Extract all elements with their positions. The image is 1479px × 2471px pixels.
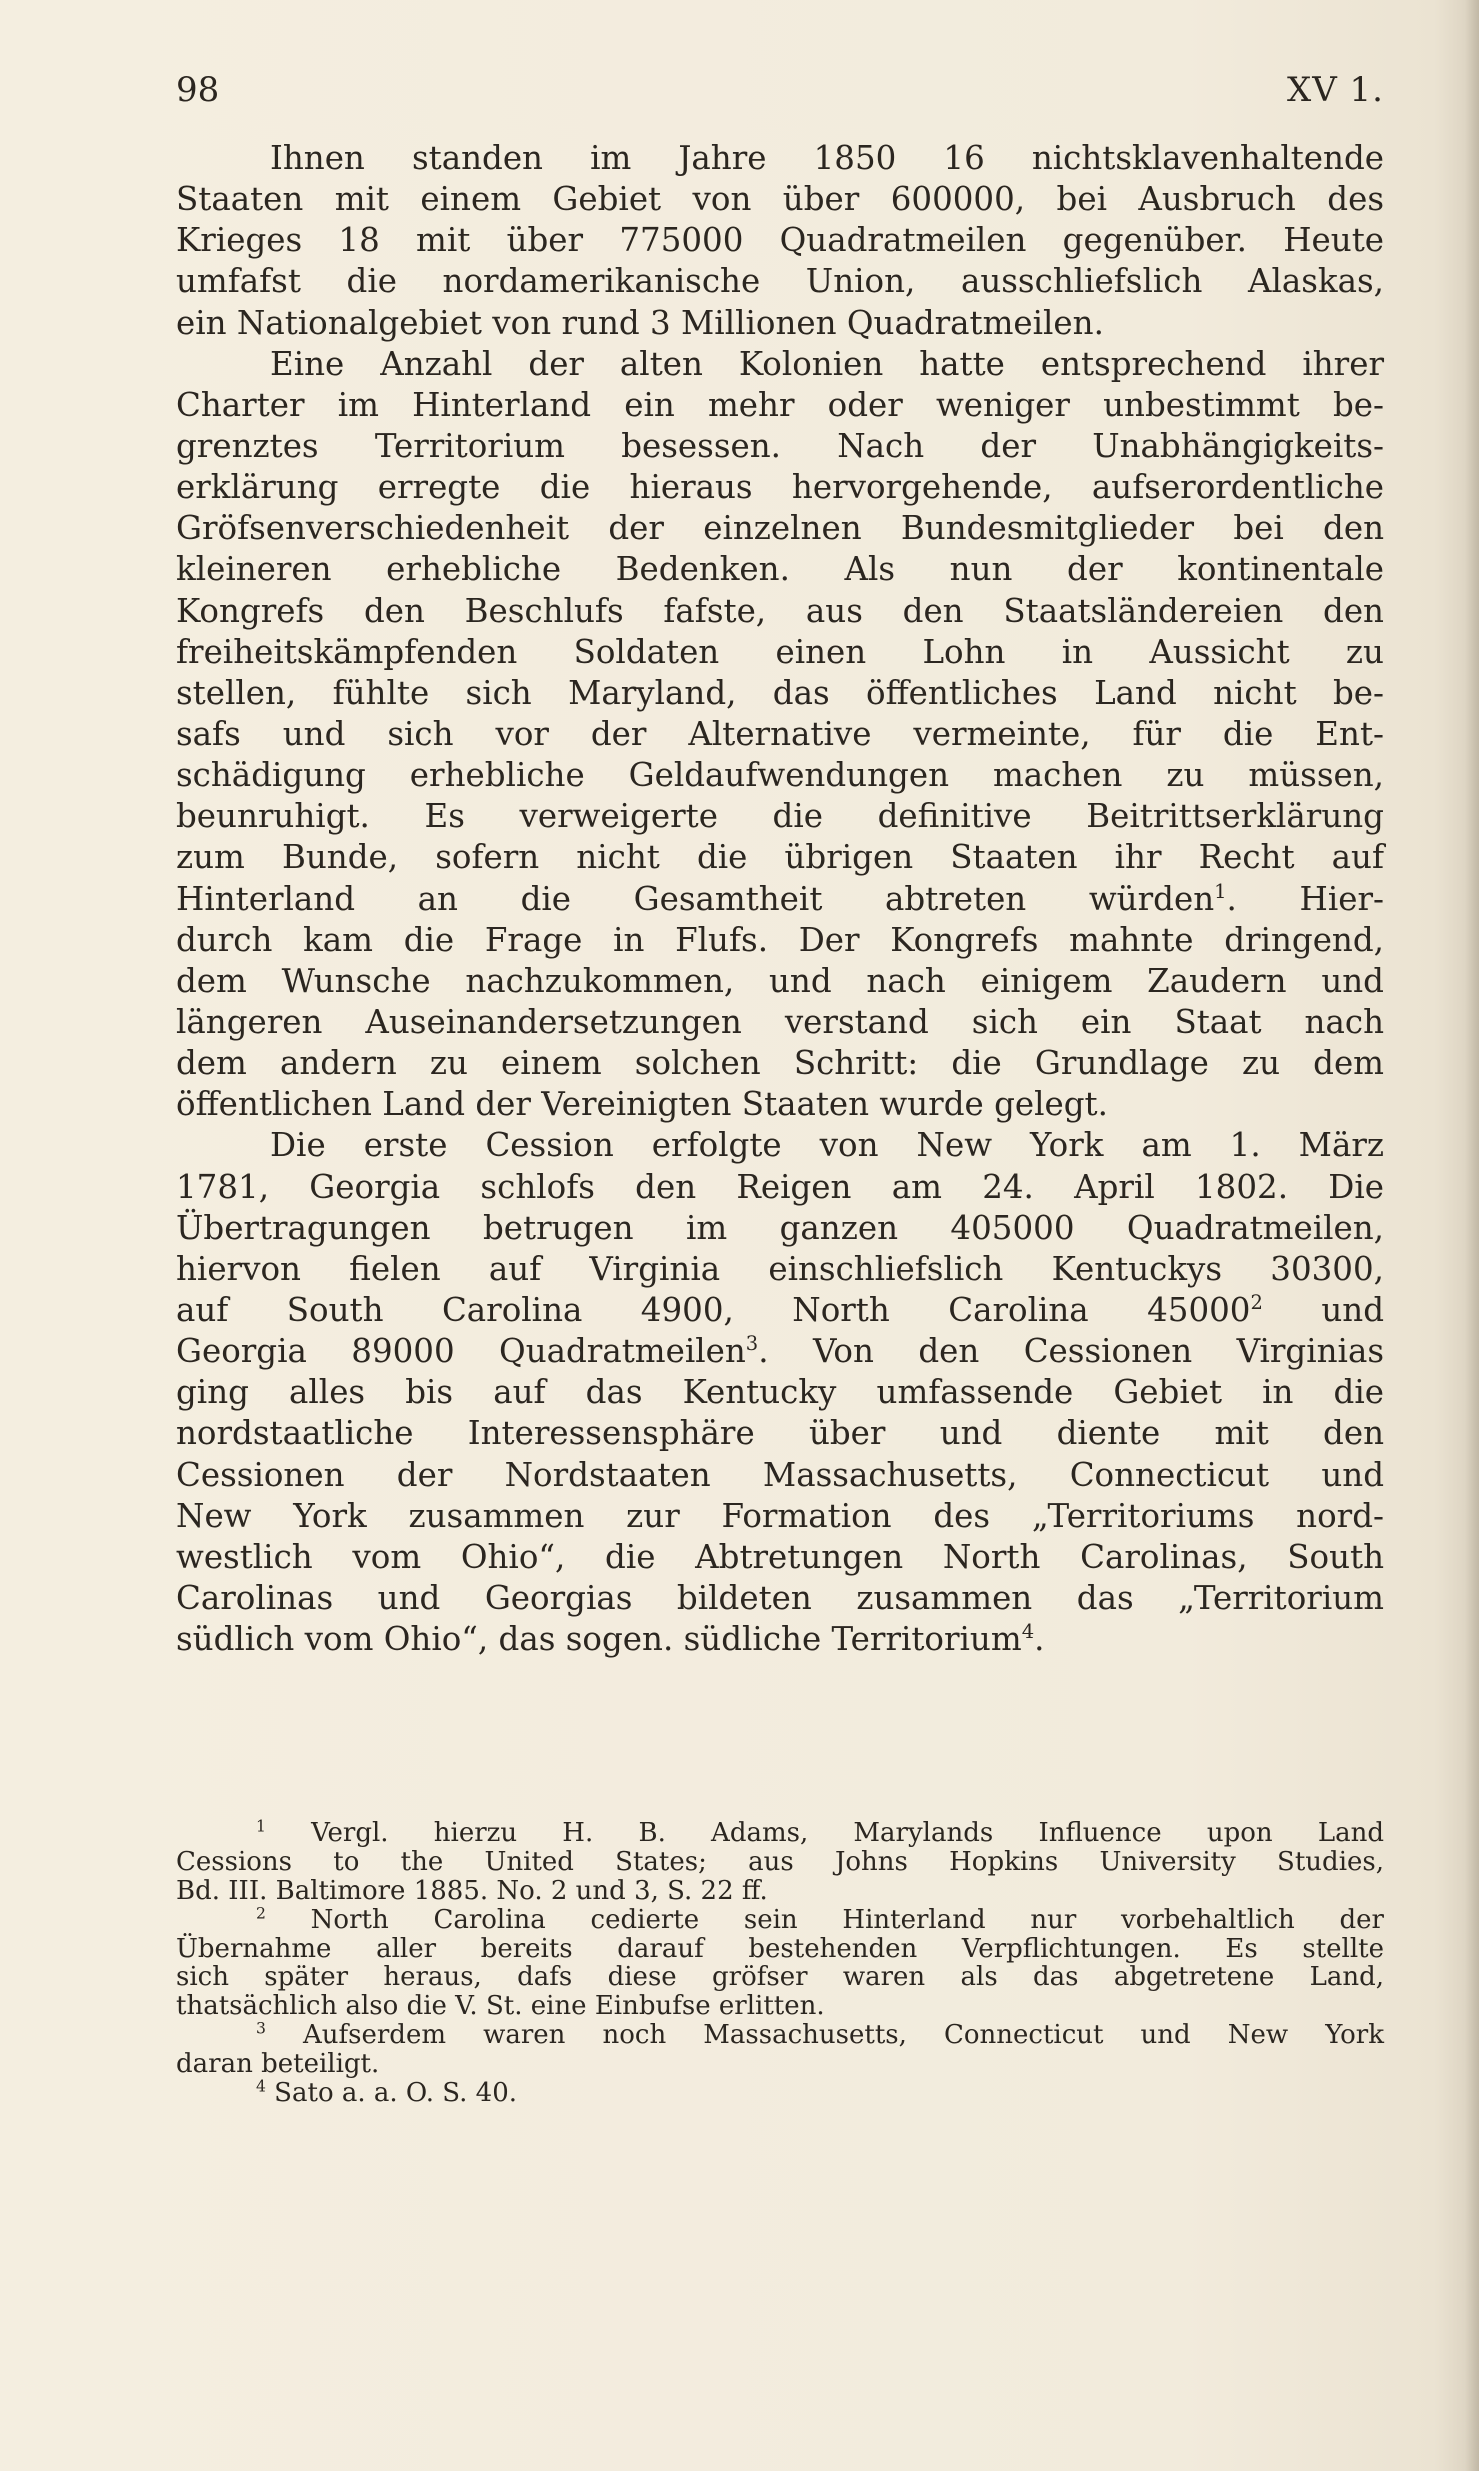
text-line: [176, 837, 1384, 878]
page-header: [176, 70, 1384, 120]
text-line: [176, 1578, 1384, 1619]
text-line: [176, 1413, 1384, 1454]
text-line: [176, 673, 1384, 714]
text-line: [176, 1167, 1384, 1208]
line-text: zum Bunde, sofern nicht die übrigen Staaten ihr Recht auf: [176, 838, 1384, 877]
line-text: Charter im Hinterland ein mehr oder weniger unbestimmt be-: [176, 385, 1384, 424]
line-text: Gröfsenverschiedenheit der einzelnen Bundesmitglieder bei den: [176, 509, 1384, 548]
line-text: grenztes Territorium besessen. Nach der Unabhängigkeits-: [176, 426, 1384, 465]
line-text: ein Nationalgebiet von rund 3 Millionen Quadratmeilen.: [176, 303, 1104, 342]
line-text: dem Wunsche nachzukommen, und nach einigem Zaudern und: [176, 961, 1384, 1000]
line-text: 1781, Georgia schlofs den Reigen am 24. April 1802. Die: [176, 1167, 1384, 1206]
line-text-continued: . Von den Cessionen Virginias: [758, 1332, 1385, 1371]
footnote-line: [176, 2079, 1384, 2108]
line-text: durch kam die Frage in Flufs. Der Kongrefs mahnte dringend,: [176, 920, 1384, 959]
line-text: safs und sich vor der Alternative vermeinte, für die Ent-: [176, 714, 1384, 753]
text-line: [176, 220, 1384, 261]
line-text: Ihnen standen im Jahre 1850 16 nichtsklavenhaltende: [270, 139, 1384, 177]
line-text: freiheitskämpfenden Soldaten einen Lohn in Aussicht zu: [176, 632, 1384, 671]
line-text: nordstaatliche Interessensphäre über und diente mit den: [176, 1414, 1384, 1453]
text-line: [176, 1372, 1384, 1413]
text-line: [176, 1290, 1384, 1331]
text-line: [176, 879, 1384, 920]
footnote-text: Vergl. hierzu H. B. Adams, Marylands Influence upon Land: [265, 1818, 1384, 1848]
footnote-text: Aufserdem waren noch Massachusetts, Connecticut und New York: [265, 2020, 1384, 2051]
running-head: XV 1.: [1286, 70, 1384, 110]
text-line: [176, 303, 1384, 344]
line-text: Bd. III. Baltimore 1885. No. 2 und 3, S. 22 ff.: [176, 1875, 768, 1906]
text-line: [176, 261, 1384, 302]
line-text: sich später heraus, dafs diese gröfser waren als das abgetretene Land,: [176, 1962, 1384, 1993]
text-line: [176, 1619, 1384, 1660]
text-line: [176, 1043, 1384, 1084]
text-line: [176, 1331, 1384, 1372]
text-line: [176, 1208, 1384, 1249]
line-text: Kongrefs den Beschlufs fafste, aus den Staatsländereien den: [176, 591, 1384, 630]
text-line: [176, 426, 1384, 467]
footnote-line: [176, 1963, 1384, 1992]
line-text: beunruhigt. Es verweigerte die definitive Beitrittserklärung: [176, 797, 1384, 836]
line-text: längeren Auseinandersetzungen verstand sich ein Staat nach: [176, 1002, 1384, 1041]
text-line: [176, 796, 1384, 837]
line-text-continued: .: [1034, 1620, 1045, 1659]
footnote-reference: 2: [1250, 1291, 1263, 1315]
text-line: [176, 961, 1384, 1002]
footnote-text: Sato a. a. O. S. 40.: [265, 2078, 518, 2109]
text-line: [176, 714, 1384, 755]
line-text: daran beteiligt.: [176, 2049, 380, 2080]
line-text: thatsächlich also die V. St. eine Einbufse erlitten.: [176, 1991, 825, 2022]
line-text: kleineren erhebliche Bedenken. Als nun der kontinentale: [176, 550, 1384, 589]
text-line: [176, 920, 1384, 961]
line-text: Cessions to the United States; aus Johns Hopkins University Studies,: [176, 1846, 1384, 1877]
text-line: [176, 508, 1384, 549]
line-text: Georgia 89000 Quadratmeilen: [176, 1332, 746, 1371]
footnote-marker: 2: [256, 1904, 266, 1923]
line-text: New York zusammen zur Formation des „Territoriums nord-: [176, 1496, 1384, 1535]
footnote-marker: 1: [256, 1817, 266, 1836]
text-line: [176, 179, 1384, 220]
line-text-continued: . Hier-: [1226, 879, 1384, 918]
footnote-line: [176, 1848, 1384, 1877]
line-text: schädigung erhebliche Geldaufwendungen machen zu müssen,: [176, 756, 1384, 795]
body-text: [176, 138, 1384, 1660]
footnote-line: [176, 2021, 1384, 2050]
line-text: Staaten mit einem Gebiet von über 600000, bei Ausbruch des: [176, 180, 1384, 219]
footnote-reference: 4: [1021, 1620, 1035, 1644]
text-line: [176, 138, 1384, 179]
line-text: Übernahme aller bereits darauf bestehenden Verpflichtungen. Es stellte: [176, 1933, 1384, 1964]
line-text: umfafst die nordamerikanische Union, ausschliefslich Alaskas,: [176, 262, 1384, 301]
line-text: Cessionen der Nordstaaten Massachusetts, Connecticut und: [176, 1455, 1384, 1494]
line-text: südlich vom Ohio“, das sogen. südliche Territorium: [176, 1620, 1022, 1659]
text-line: [176, 344, 1384, 385]
footnote-reference: 1: [1214, 879, 1227, 903]
line-text: dem andern zu einem solchen Schritt: die Grundlage zu dem: [176, 1044, 1384, 1083]
text-line: [176, 467, 1384, 508]
line-text: stellen, fühlte sich Maryland, das öffentliches Land nicht be-: [176, 673, 1384, 712]
text-line: [176, 1249, 1384, 1290]
footnote-line: [176, 1992, 1384, 2021]
text-line: [176, 755, 1384, 796]
line-text: Übertragungen betrugen im ganzen 405000 Quadratmeilen,: [176, 1208, 1384, 1247]
text-line: [176, 1496, 1384, 1537]
footnote-line: [176, 1877, 1384, 1906]
line-text: auf South Carolina 4900, North Carolina 45000: [176, 1290, 1251, 1329]
line-text: Carolinas und Georgias bildeten zusammen das „Territorium: [176, 1578, 1384, 1617]
page-edge-shadow: [1465, 0, 1479, 2471]
text-line: [176, 385, 1384, 426]
line-text: Krieges 18 mit über 775000 Quadratmeilen gegenüber. Heute: [176, 221, 1384, 260]
text-line: [176, 1002, 1384, 1043]
footnote-reference: 3: [745, 1332, 759, 1356]
text-line: [176, 591, 1384, 632]
footnote-marker: 3: [256, 2019, 266, 2038]
line-text: erklärung erregte die hieraus hervorgehende, aufserordentliche: [176, 468, 1384, 507]
text-line: [176, 1537, 1384, 1578]
footnotes: [176, 1819, 1384, 2108]
page-number: 98: [176, 70, 220, 110]
line-text: westlich vom Ohio“, die Abtretungen North Carolinas, South: [176, 1537, 1384, 1576]
text-line: [176, 1125, 1384, 1166]
line-text: Hinterland an die Gesamtheit abtreten würden: [176, 879, 1215, 918]
line-text: Eine Anzahl der alten Kolonien hatte entsprechend ihrer: [270, 344, 1384, 383]
line-text: ging alles bis auf das Kentucky umfassende Gebiet in die: [176, 1373, 1384, 1412]
footnote-text: North Carolina cedierte sein Hinterland nur vorbehaltlich der: [265, 1904, 1384, 1935]
text-line: [176, 632, 1384, 673]
footnote-line: [176, 1906, 1384, 1935]
line-text-continued: und: [1262, 1290, 1384, 1329]
footnote-marker: 4: [256, 2077, 266, 2096]
line-text: Die erste Cession erfolgte von New York am 1. März: [270, 1126, 1384, 1165]
line-text: hiervon fielen auf Virginia einschliefslich Kentuckys 30300,: [176, 1249, 1384, 1288]
footnote-line: [176, 2050, 1384, 2079]
footnote-line: [176, 1935, 1384, 1964]
line-text: öffentlichen Land der Vereinigten Staaten wurde gelegt.: [176, 1085, 1108, 1124]
text-line: [176, 549, 1384, 590]
text-line: [176, 1084, 1384, 1125]
text-line: [176, 1455, 1384, 1496]
footnote-line: [176, 1819, 1384, 1848]
